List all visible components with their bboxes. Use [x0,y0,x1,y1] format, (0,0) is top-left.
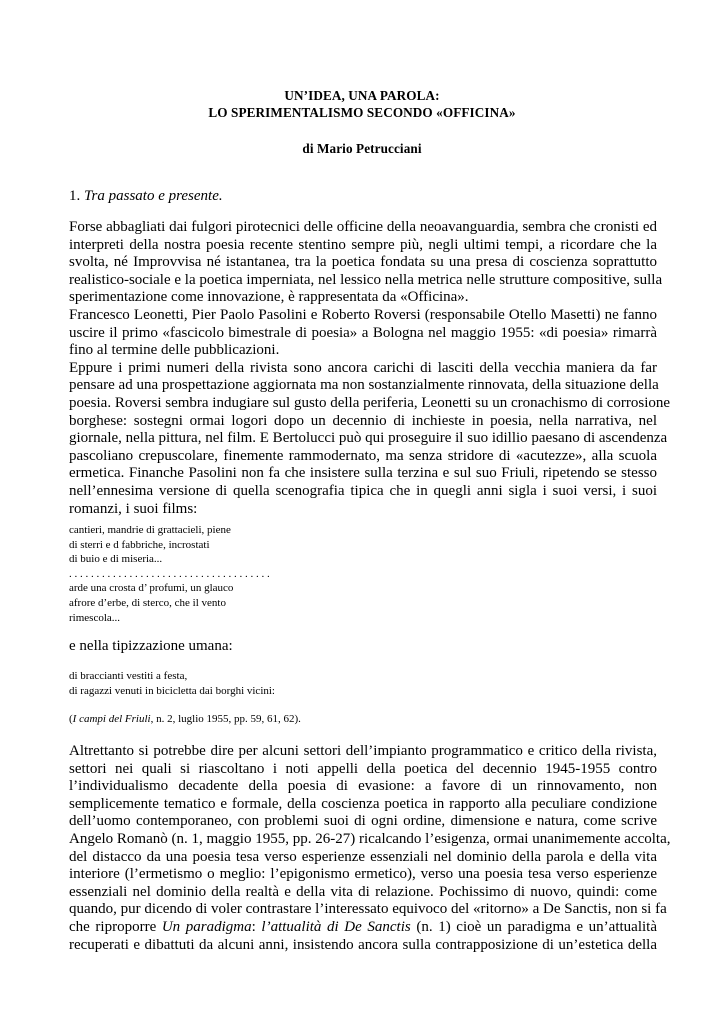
paragraph-3-line: ermetica. Finanche Pasolini non fa che insistere sulla terzina e sul suo Friuli, ripetendo se stesso [69,465,657,482]
paragraph-3-line: romanzi, i suoi films: [69,500,198,517]
text-run: (n. 1) cioè un paradigma e un’attualità [410,918,657,935]
title-line-2: LO SPERIMENTALISMO SECONDO «OFFICINA» [208,105,516,120]
verse-line: arde una crosta d’ profumi, un glauco [69,582,234,595]
interlude-text: e nella tipizzazione umana: [69,638,233,654]
section-number: 1. [69,188,81,204]
text-run: che riproporre [69,918,162,935]
paragraph-1-line: Forse abbagliati dai fulgori pirotecnici delle officine della neoavanguardia, sembra che cronisti ed [69,219,657,235]
verse-ellipsis-line: . . . . . . . . . . . . . . . . . . . . . . . . . . . . . . . . . . . . . [69,567,270,580]
paragraph-4-line: quando, pur dicendo di voler contrastare l’interessato equivoco del «ritorno» a De Sanctis, non si fa [69,901,667,918]
body-text-bottom [69,743,671,954]
paragraph-3-line: nell’ennesima versione di quella scenografia tipica che in quegli anni sigla i suoi versi, i suoi [69,482,657,499]
paragraph-4-line: del distacco da una poesia tesa verso esperienze essenziali nel dominio della parola e della vita [69,848,657,865]
paragraph-4-line: interiore (l’ermetismo o meglio: l’epigonismo ermetico), verso una poesia tesa verso esperienze [69,866,657,883]
paragraph-3-line: borghese: sostegni ormai logori dopo un decennio di inchieste in poesia, nella narrativa, nel [69,412,657,429]
paragraph-1-line: interpreti della nostra poesia recente stentino sempre più, negli ultimi tempi, a ricordare che la [69,236,657,253]
verse-line: di ragazzi venuti in bicicletta dai borghi vicini: [69,684,275,697]
verse-line: di braccianti vestiti a festa, [69,670,188,682]
section-heading [69,187,223,205]
paragraph-4-line: recuperati e dibattuti da alcuni anni, insistendo ancora sulla contrapposizione di un’estetica della [69,936,657,953]
paragraph-4-line-mixed [69,919,657,937]
verse-line: di sterri e d fabbriche, incrostati [69,538,210,551]
italic-title-run: Un paradigma [161,918,252,935]
verse-line: afrore d’erbe, di sterco, che il vento [69,596,226,609]
italic-title-run: l’attualità di De Sanctis [261,918,411,935]
text-run: : [251,918,262,935]
citation-open: ( [69,713,73,725]
paragraph-2-line: uscire il primo «fascicolo bimestrale di poesia» a Bologna nel maggio 1955: «di poesia» rimarrà [69,324,657,341]
body-text-top [69,219,671,518]
paragraph-4-line: essenziali nel dominio della realtà e della vita di relazione. Pochissimo di nuovo, quindi: come [69,883,657,900]
paragraph-2-line: Francesco Leonetti, Pier Paolo Pasolini e Roberto Roversi (responsabile Otello Masetti) ne fanno [69,306,657,323]
paragraph-2-line: fino al termine delle pubblicazioni. [69,342,280,359]
paragraph-4-line: dell’uomo contemporaneo, con problemi suoi di ogni ordine, dimensione e natura, come scrive [69,813,657,830]
verse-line: rimescola... [69,611,121,624]
paragraph-4-line: l’individualismo decadente della poesia di evasione: a favore di un rinnovamento, non [69,778,657,795]
paragraph-1-line: svolta, né Improvvisa né istantanea, tra la poetica fondata su una presa di coscienza soprattutto [69,254,657,271]
paragraph-1-line: sperimentazione come innovazione, è rappresentata da «Officina». [69,289,469,306]
paragraph-4-line: settori nei quali si riascoltano i noti appelli della poetica del decennio 1945-1955 contro [69,760,657,777]
citation [69,712,301,726]
section-title: Tra passato e presente. [84,188,223,204]
paragraph-3-line: pascoliano crepuscolare, finemente rammodernato, ma senza stridore di «acutezze», alla scuola [69,447,657,464]
paragraph-3-line: Eppure i primi numeri della rivista sono ancora carichi di lasciti della vecchia maniera da far [69,359,657,376]
paragraph-3-line: poesia. Roversi sembra indugiare sul gusto della periferia, Leonetti su un cronachismo di corrosione [69,394,671,411]
paragraph-4-line: Altrettanto si potrebbe dire per alcuni settori dell’impianto programmatico e critico della rivista, [69,743,657,759]
author-line: di Mario Petrucciani [302,141,422,156]
verse-quote-1 [69,523,270,625]
verse-line: cantieri, mandrie di grattacieli, piene [69,524,231,536]
verse-quote-2 [69,669,275,698]
paragraph-4-line: semplicemente tematico e formale, della coscienza poetica in rapporto alla peculiare condizione [69,795,657,812]
paragraph-3-line: giornale, nella pittura, nel film. E Bertolucci può qui proseguire il suo idillio paesano di ascendenza [69,430,668,447]
citation-details: , n. 2, luglio 1955, pp. 59, 61, 62). [150,713,301,725]
paragraph-1-line: realistico-sociale e la poetica imperniata, nel lessico nella metrica nelle strutture compositive, sulla [69,271,663,288]
paragraph-3-line: pensare ad una prospettazione aggiornata ma non sostanzialmente rinnovata, della situazione della [69,377,659,394]
verse-line: di buio e di miseria... [69,553,163,566]
paragraph-4-line: Angelo Romanò (n. 1, maggio 1955, pp. 26-27) ricalcando l’esigenza, ormai unanimemente accolta, [69,830,671,847]
citation-work-title: I campi del Friuli [72,713,151,725]
title-line-1: UN’IDEA, UNA PAROLA: [284,88,440,103]
